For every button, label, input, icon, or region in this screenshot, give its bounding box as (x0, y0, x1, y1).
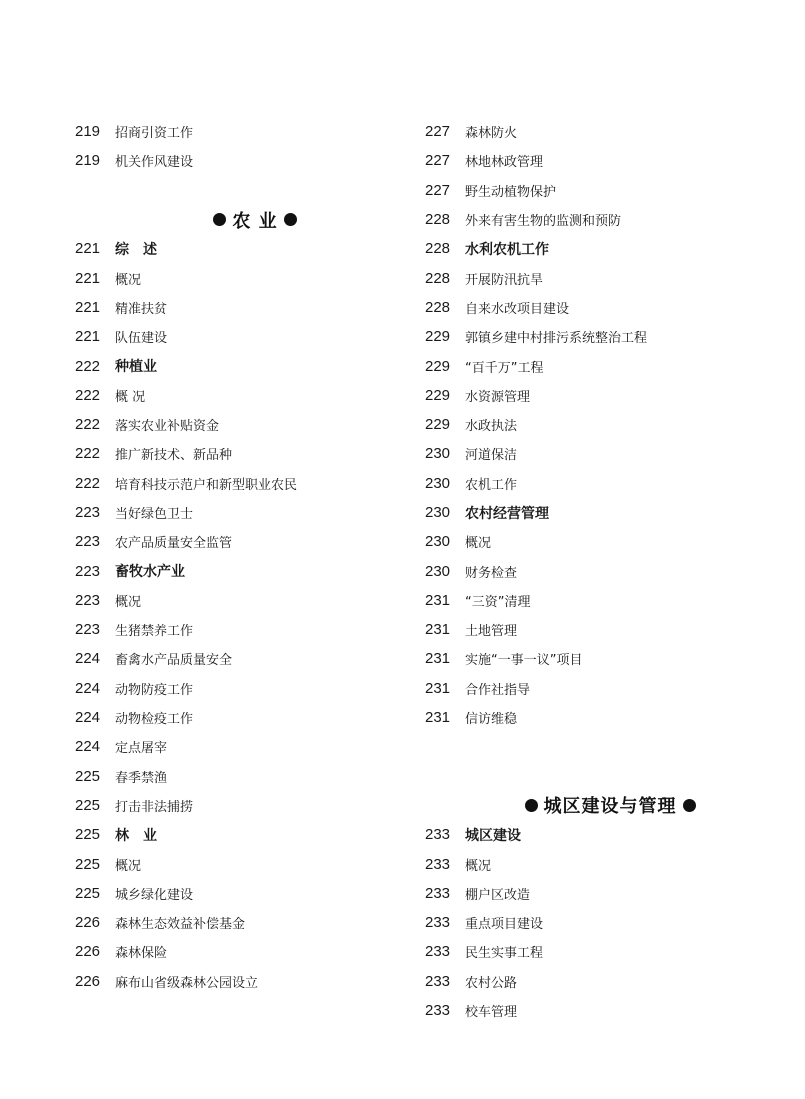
page-number: 228 (425, 211, 451, 229)
page-number: 219 (75, 123, 101, 141)
entry-title: 打击非法捕捞 (115, 799, 194, 815)
left-entries (75, 234, 405, 996)
page-number: 227 (425, 152, 451, 170)
page-number: 221 (75, 269, 101, 287)
right-entries (425, 117, 785, 732)
page-number: 233 (425, 943, 451, 961)
entry-title: 实施“一事一议”项目 (465, 653, 583, 669)
entry-title: 森林保险 (115, 946, 168, 962)
toc-entry (425, 556, 785, 585)
page-number: 228 (425, 240, 451, 258)
toc-subsection (75, 234, 405, 263)
toc-entry (425, 644, 785, 673)
page-number: 225 (75, 796, 101, 814)
page-number: 233 (425, 972, 451, 990)
entry-title: 农机工作 (465, 477, 518, 493)
page-number: 222 (75, 474, 101, 492)
toc-entry (425, 263, 785, 292)
toc-entry (425, 322, 785, 351)
entry-title: 农村经营管理 (465, 505, 549, 522)
page-number: 229 (425, 357, 451, 375)
page-number: 226 (75, 914, 101, 932)
entry-title: 种植业 (115, 359, 157, 376)
entry-title: 概况 (115, 272, 142, 288)
entry-title: 棚户区改造 (465, 887, 531, 903)
toc-entry (425, 176, 785, 205)
page-number: 233 (425, 826, 451, 844)
entry-title: 土地管理 (465, 624, 518, 640)
entry-title: 动物防疫工作 (115, 682, 194, 698)
page-number: 233 (425, 1002, 451, 1020)
page-number: 231 (425, 679, 451, 697)
entry-title: 城乡绿化建设 (115, 887, 194, 903)
page-number: 231 (425, 591, 451, 609)
entry-title: 当好绿色卫士 (115, 507, 194, 522)
entry-title: 合作社指导 (465, 682, 531, 698)
toc-entry (75, 293, 405, 322)
page-number: 231 (425, 650, 451, 668)
toc-entry (75, 879, 405, 908)
page-number: 222 (75, 416, 101, 434)
entry-title: 队伍建设 (115, 331, 168, 347)
entry-title: 校车管理 (465, 1005, 518, 1021)
right-section-entries (425, 820, 785, 1025)
page-number: 222 (75, 357, 101, 375)
bullet-dot-icon (683, 799, 696, 812)
toc-entry (75, 967, 405, 996)
page-number: 225 (75, 826, 101, 844)
page-number: 233 (425, 855, 451, 873)
entry-title: 森林防火 (465, 126, 518, 142)
toc-entry (75, 146, 405, 175)
entry-title: 推广新技术、新品种 (115, 448, 233, 464)
entry-title: 野生动植物保护 (465, 184, 557, 200)
page-number: 230 (425, 445, 451, 463)
toc-entry (75, 586, 405, 615)
toc-entry (425, 879, 785, 908)
toc-entry (425, 908, 785, 937)
page-number: 222 (75, 386, 101, 404)
toc-entry (75, 849, 405, 878)
page-number: 224 (75, 650, 101, 668)
entry-title: 重点项目建设 (465, 917, 544, 933)
page-number: 221 (75, 328, 101, 346)
page-number: 225 (75, 767, 101, 785)
entry-title: 自来水改项目建设 (465, 301, 570, 317)
entry-title: 机关作风建设 (115, 155, 194, 171)
toc-entry (75, 644, 405, 673)
entry-title: 春季禁渔 (115, 770, 168, 786)
entry-title: 水政执法 (465, 419, 518, 435)
entry-title: “三资”清理 (465, 594, 531, 610)
toc-subsection (75, 351, 405, 380)
toc-entry (75, 381, 405, 410)
toc-entry (75, 908, 405, 937)
entry-title: 概 况 (115, 389, 146, 405)
toc-entry (75, 410, 405, 439)
entry-title: “百千万”工程 (465, 360, 544, 376)
page-number: 221 (75, 298, 101, 316)
page-number: 231 (425, 621, 451, 639)
toc-entry (425, 469, 785, 498)
toc-subsection (425, 234, 785, 263)
left-top-entries (75, 117, 405, 176)
toc-subsection (425, 820, 785, 849)
page-number: 225 (75, 884, 101, 902)
toc-entry (75, 791, 405, 820)
entry-title: 概况 (115, 858, 142, 874)
toc-right-column (425, 117, 785, 1025)
entry-title: 生猪禁养工作 (115, 624, 194, 640)
entry-title: 民生实事工程 (465, 946, 544, 962)
toc-entry (75, 615, 405, 644)
page-number: 229 (425, 386, 451, 404)
page-number: 229 (425, 416, 451, 434)
page-number: 224 (75, 679, 101, 697)
bullet-dot-icon (284, 213, 297, 226)
entry-title: 综 述 (115, 241, 157, 258)
page-number: 233 (425, 884, 451, 902)
toc-entry (75, 263, 405, 292)
toc-entry (425, 615, 785, 644)
page-number: 231 (425, 709, 451, 727)
entry-title: 外来有害生物的监测和预防 (465, 214, 622, 230)
toc-subsection (75, 820, 405, 849)
toc-entry (425, 410, 785, 439)
toc-entry (75, 762, 405, 791)
spacer (425, 762, 785, 791)
entry-title: 城区建设 (465, 827, 521, 844)
toc-subsection (425, 498, 785, 527)
entry-title: 培育科技示范户和新型职业农民 (115, 477, 298, 493)
page-number: 233 (425, 914, 451, 932)
toc-entry (425, 439, 785, 468)
toc-entry (75, 117, 405, 146)
page-number: 223 (75, 562, 101, 580)
toc-entry (425, 146, 785, 175)
page-number: 227 (425, 181, 451, 199)
spacer (75, 176, 405, 205)
toc-entry (425, 937, 785, 966)
toc-entry (425, 527, 785, 556)
toc-entry (425, 849, 785, 878)
toc-entry (425, 703, 785, 732)
page-number: 223 (75, 504, 101, 521)
entry-title: 林 业 (115, 827, 157, 844)
toc-entry (425, 674, 785, 703)
page-number: 230 (425, 474, 451, 492)
entry-title: 动物检疫工作 (115, 712, 194, 728)
toc-entry (75, 322, 405, 351)
toc-entry (75, 439, 405, 468)
entry-title: 森林生态效益补偿基金 (115, 917, 246, 933)
page-number: 223 (75, 533, 101, 551)
toc-entry (75, 674, 405, 703)
toc-entry (425, 293, 785, 322)
bullet-dot-icon (213, 213, 226, 226)
toc-entry (425, 351, 785, 380)
entry-title: 水利农机工作 (465, 241, 549, 258)
entry-title: 财务检查 (465, 565, 518, 581)
entry-title: 河道保洁 (465, 448, 518, 464)
toc-entry (425, 117, 785, 146)
toc-entry (425, 586, 785, 615)
page-number: 224 (75, 709, 101, 727)
entry-title: 农村公路 (465, 975, 518, 991)
page-number: 219 (75, 152, 101, 170)
page-number: 221 (75, 240, 101, 258)
entry-title: 开展防汛抗旱 (465, 272, 544, 288)
page-number: 223 (75, 621, 101, 639)
toc-subsection (75, 556, 405, 585)
section-heading-text: 城区建设与管理 (543, 796, 677, 818)
entry-title: 畜牧水产业 (115, 564, 185, 581)
entry-title: 落实农业补贴资金 (115, 419, 220, 435)
section-heading-text: 农 业 (232, 210, 278, 232)
entry-title: 概况 (465, 858, 492, 874)
toc-entry (75, 937, 405, 966)
toc-entry (425, 967, 785, 996)
toc-entry (75, 469, 405, 498)
entry-title: 精准扶贫 (115, 301, 168, 317)
entry-title: 概况 (465, 536, 492, 552)
page-number: 225 (75, 855, 101, 873)
entry-title: 农产品质量安全监管 (115, 536, 233, 552)
page-number: 226 (75, 972, 101, 990)
page-number: 228 (425, 269, 451, 287)
page-number: 223 (75, 591, 101, 609)
section-heading-urban (480, 791, 740, 820)
toc-entry (75, 498, 405, 527)
entry-title: 林地林政管理 (465, 155, 544, 171)
page-number: 226 (75, 943, 101, 961)
page-number: 224 (75, 738, 101, 756)
page-number: 230 (425, 562, 451, 580)
entry-title: 郭镇乡建中村排污系统整治工程 (465, 331, 648, 347)
spacer (425, 732, 785, 761)
toc-entry (75, 703, 405, 732)
toc-entry (75, 527, 405, 556)
entry-title: 定点屠宰 (115, 741, 168, 757)
page-number: 227 (425, 123, 451, 141)
bullet-dot-icon (525, 799, 538, 812)
entry-title: 畜禽水产品质量安全 (115, 653, 233, 669)
toc-entry (425, 381, 785, 410)
page-number: 230 (425, 504, 451, 521)
toc-left-column (75, 117, 405, 996)
page-number: 222 (75, 445, 101, 463)
entry-title: 麻布山省级森林公园设立 (115, 975, 259, 991)
page-number: 229 (425, 328, 451, 346)
entry-title: 概况 (115, 594, 142, 610)
toc-entry (75, 732, 405, 761)
page-number: 228 (425, 298, 451, 316)
entry-title: 水资源管理 (465, 389, 531, 405)
toc-entry (425, 996, 785, 1025)
entry-title: 招商引资工作 (115, 126, 194, 142)
page-number: 230 (425, 533, 451, 551)
entry-title: 信访维稳 (465, 712, 518, 728)
toc-entry (425, 205, 785, 234)
section-heading-agriculture (155, 205, 355, 234)
